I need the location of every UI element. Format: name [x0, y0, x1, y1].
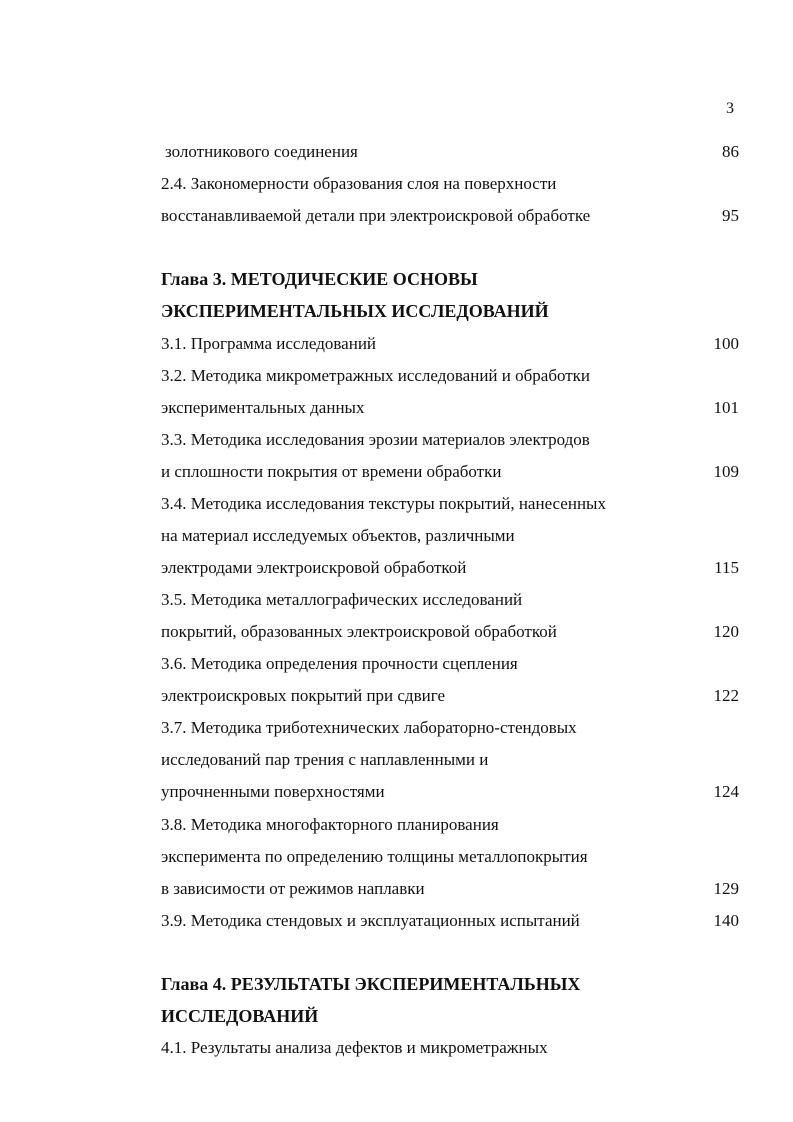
toc-entry-page-number: 124 — [713, 782, 739, 801]
toc-entry-title: 4.1. Результаты анализа дефектов и микрометражных — [161, 1038, 548, 1057]
toc-entry-title: эксперимента по определению толщины металлопокрытия — [161, 847, 588, 866]
toc-entry-title: упрочненными поверхностями — [161, 782, 385, 801]
toc-entry-title: 2.4. Закономерности образования слоя на поверхности — [161, 174, 557, 193]
chapter-heading: ЭКСПЕРИМЕНТАЛЬНЫХ ИССЛЕДОВАНИЙ — [161, 301, 549, 321]
toc-entry — [0, 268, 793, 300]
toc-entry-title: 3.9. Методика стендовых и эксплуатационных испытаний — [161, 911, 580, 930]
toc-entry-page-number: 129 — [713, 879, 739, 898]
toc-entry — [0, 429, 793, 461]
chapter-heading: Глава 3. МЕТОДИЧЕСКИЕ ОСНОВЫ — [161, 269, 478, 289]
toc-entry — [0, 397, 793, 429]
toc-entry-title: исследований пар трения с наплавленными и — [161, 750, 489, 769]
toc-entry-title: на материал исследуемых объектов, различными — [161, 526, 515, 545]
toc-entry — [0, 205, 793, 237]
toc-entry — [0, 973, 793, 1005]
toc-entry — [0, 749, 793, 781]
toc-entry — [0, 846, 793, 878]
toc-entry — [0, 621, 793, 653]
toc-entry-title: 3.7. Методика триботехнических лабораторно-стендовых — [161, 718, 577, 737]
toc-entry-page-number: 86 — [722, 142, 739, 161]
chapter-heading: Глава 4. РЕЗУЛЬТАТЫ ЭКСПЕРИМЕНТАЛЬНЫХ — [161, 974, 581, 994]
page-number: 3 — [726, 100, 734, 117]
toc-entry-title: покрытий, образованных электроискровой обработкой — [161, 622, 557, 641]
toc-entry-page-number: 109 — [713, 462, 739, 481]
toc-entry-title: 3.5. Методика металлографических исследований — [161, 590, 523, 609]
toc-entry — [0, 525, 793, 557]
toc-entry-title: 3.6. Методика определения прочности сцепления — [161, 654, 518, 673]
toc-entry — [0, 653, 793, 685]
chapter-heading: ИССЛЕДОВАНИЙ — [161, 1006, 319, 1026]
toc-entry — [0, 781, 793, 813]
toc-entry-title: восстанавливаемой детали при электроискровой обработке — [161, 206, 591, 225]
toc-entry — [0, 589, 793, 621]
toc-entry-title: в зависимости от режимов наплавки — [161, 879, 425, 898]
toc-entry — [0, 461, 793, 493]
toc-entry-page-number: 100 — [713, 334, 739, 353]
toc-entry — [0, 300, 793, 332]
toc-entry-page-number: 120 — [713, 622, 739, 641]
toc-entry-page-number: 122 — [713, 686, 739, 705]
toc-entry-title: 3.8. Методика многофакторного планирования — [161, 815, 499, 834]
toc-entry — [0, 878, 793, 910]
toc-entry — [0, 717, 793, 749]
toc-entry-title: золотникового соединения — [165, 142, 358, 161]
toc-entry — [0, 557, 793, 589]
toc-entry-title: экспериментальных данных — [161, 398, 365, 417]
toc-entry — [0, 333, 793, 365]
toc-entry — [0, 685, 793, 717]
toc-entry — [0, 365, 793, 397]
toc-entry-title: 3.4. Методика исследования текстуры покрытий, нанесенных — [161, 494, 606, 513]
toc-entry-page-number: 95 — [722, 206, 739, 225]
toc-entry — [0, 173, 793, 205]
toc-entry — [0, 493, 793, 525]
toc-entry-title: 3.1. Программа исследований — [161, 334, 377, 353]
toc-entry — [0, 1037, 793, 1069]
toc-entry-page-number: 140 — [713, 911, 739, 930]
toc-entry — [0, 814, 793, 846]
toc-entry-title: 3.3. Методика исследования эрозии материалов электродов — [161, 430, 590, 449]
toc-entry — [0, 141, 793, 173]
toc-entry-title: электроискровых покрытий при сдвиге — [161, 686, 446, 705]
toc-entry-page-number: 115 — [714, 558, 739, 577]
toc-entry — [0, 1005, 793, 1037]
toc-entry-title: 3.2. Методика микрометражных исследований и обработки — [161, 366, 591, 385]
toc-entry-page-number: 101 — [713, 398, 739, 417]
toc-entry — [0, 910, 793, 942]
toc-entry-title: и сплошности покрытия от времени обработки — [161, 462, 502, 481]
toc-entry-title: электродами электроискровой обработкой — [161, 558, 467, 577]
